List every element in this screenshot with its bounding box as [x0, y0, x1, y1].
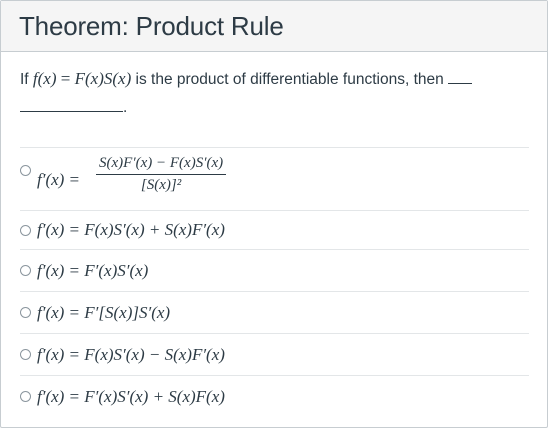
- answer-expression-2: f′(x) = F(x)S′(x) + S(x)F′(x): [37, 220, 225, 239]
- question-rhs: F(x)S(x): [74, 69, 132, 88]
- answer-radio-4[interactable]: [20, 307, 31, 318]
- answer-radio-1[interactable]: [20, 165, 31, 176]
- answer-1-lhs: f′(x) =: [37, 169, 81, 189]
- question-header: [1, 1, 547, 52]
- answer-radio-2[interactable]: [20, 225, 31, 236]
- answer-option-6[interactable]: [20, 375, 529, 417]
- answer-expression-4: f′(x) = F′[S(x)]S′(x): [37, 302, 171, 322]
- answer-blank-line-1: [448, 69, 472, 84]
- question-prefix: If: [20, 71, 33, 88]
- answer-option-3[interactable]: [20, 249, 529, 291]
- answer-1-denominator: [S(x)]²: [140, 177, 182, 193]
- answer-option-5[interactable]: [20, 333, 529, 375]
- answer-1-fraction: [96, 155, 226, 194]
- question-lhs: f(x): [32, 69, 57, 88]
- answer-option-2[interactable]: [20, 210, 529, 249]
- answer-list: [20, 147, 529, 417]
- question-eq: =: [56, 69, 75, 88]
- answer-option-4[interactable]: [20, 291, 529, 333]
- answer-expression-1: [37, 155, 226, 194]
- question-title: Theorem: Product Rule: [19, 11, 284, 41]
- answer-expression-6: f′(x) = F′(x)S′(x) + S(x)F(x): [37, 386, 225, 406]
- question-end: .: [123, 99, 128, 116]
- answer-radio-5[interactable]: [20, 349, 31, 360]
- answer-1-numerator: S(x)F′(x) − F(x)S′(x): [96, 155, 226, 175]
- question-suffix: is the product of differentiable functions, then: [131, 71, 449, 88]
- answer-expression-3: f′(x) = F′(x)S′(x): [37, 260, 149, 280]
- answer-blank-line-2: [20, 97, 123, 112]
- question-text: [20, 65, 530, 122]
- answer-expression-5: f′(x) = F(x)S′(x) − S(x)F′(x): [37, 344, 225, 364]
- answer-option-1[interactable]: [20, 147, 529, 210]
- answer-radio-3[interactable]: [20, 265, 31, 276]
- answer-radio-6[interactable]: [20, 391, 31, 402]
